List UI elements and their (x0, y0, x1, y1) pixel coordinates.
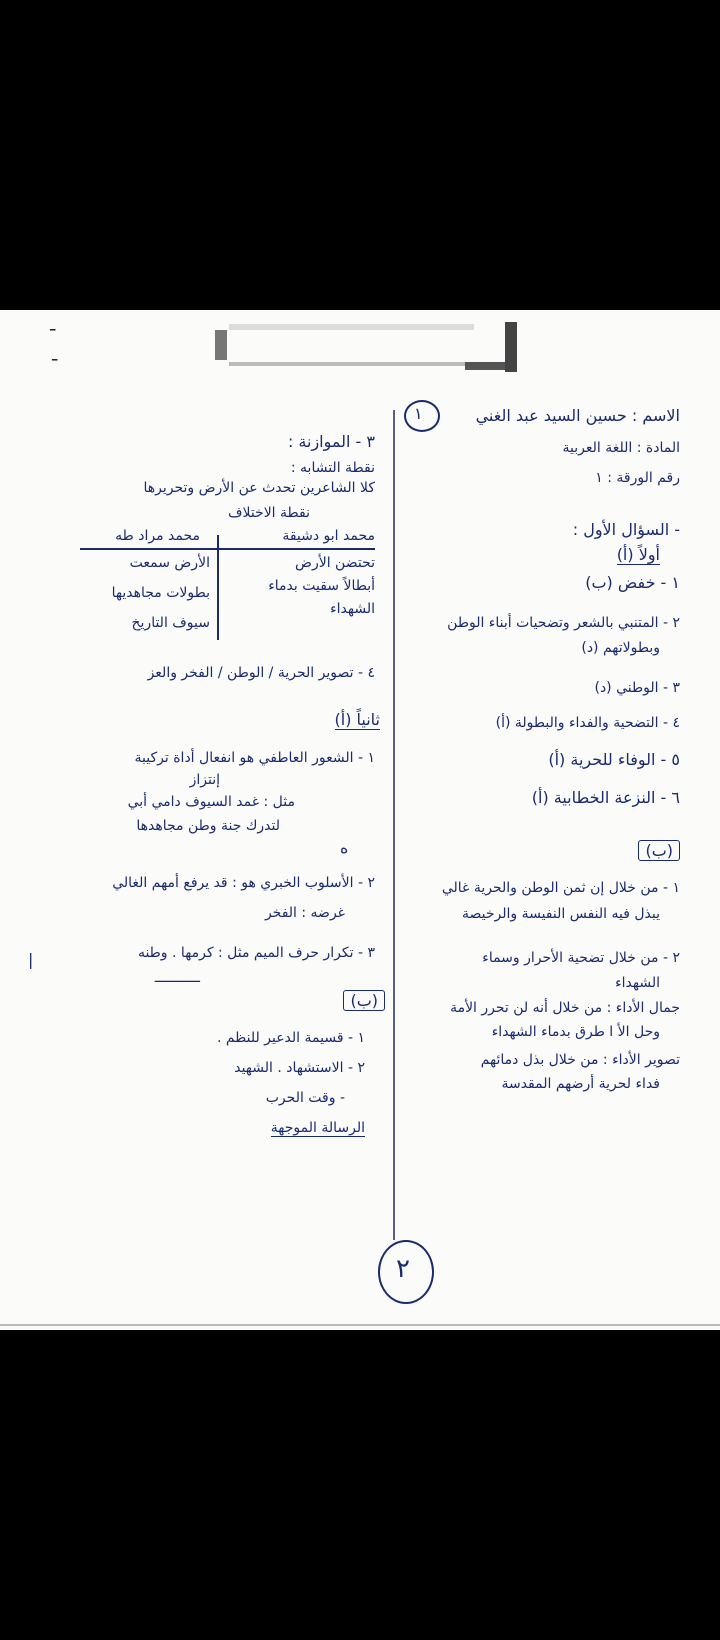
answer-6: ٦ - النزعة الخطابية (أ) (531, 788, 680, 807)
exam-paper (0, 310, 720, 1330)
table-col1-row3: الشهداء (330, 601, 375, 617)
question1-title: - السؤال الأول : (572, 520, 680, 539)
paper-bottom-edge (0, 1324, 720, 1326)
answer-3: ٣ - الوطني (د) (594, 680, 680, 696)
answer-1: ١ - خفض (ب) (585, 573, 680, 592)
side-tick: | (28, 950, 34, 969)
q4-text: ٤ - تصوير الحرية / الوطن / الفخر والعز (147, 665, 375, 681)
left-section-b-label: (ب) (343, 990, 385, 1011)
b-answer-4-cont: فداء لحرية أرضهم المقدسة (501, 1076, 660, 1092)
b-answer-3-cont: وحل الأ ا طرق بدماء الشهداء (491, 1024, 660, 1040)
b-answer-1-cont: يبذل فيه النفس النفيسة والرخيصة (461, 906, 660, 922)
table-col2-row1: الأرض سمعت (129, 555, 210, 571)
difference-label: نقطة الاختلاف (227, 505, 310, 521)
table-header-2: محمد مراد طه (115, 528, 200, 544)
q3-title: ٣ - الموازنة : (287, 432, 375, 451)
item-2: ٢ - الأسلوب الخبري هو : قد يرفع أمهم الغالي (112, 875, 375, 891)
table-col1-row1: تحتضن الأرض (295, 555, 375, 571)
page-number: ٢ (396, 1254, 410, 1284)
scan-mark-1: ╴ (50, 320, 61, 341)
thanian-item-1-word: إنتزاز (189, 772, 220, 788)
sheet-number: رقم الورقة : ١ (595, 470, 680, 486)
item-3: ٣ - تكرار حرف الميم مثل : كرمها . وطنه (137, 945, 375, 961)
student-name: الاسم : حسين السيد عبد الغني (475, 406, 680, 425)
answer-4: ٤ - التضحية والفداء والبطولة (أ) (495, 715, 680, 731)
answer-2-cont: وبطولاتهم (د) (581, 640, 660, 656)
ruler-artifact (215, 322, 540, 372)
left-b-item-1: ١ - قسيمة الدعير للنظم . (216, 1030, 365, 1046)
thanian-item-1-example: مثل : غمد السيوف دامي أبي (127, 794, 295, 810)
table-col1-row2: أبطالاً سقيت بدماء (268, 578, 375, 594)
similarity-text: كلا الشاعرين تحدث عن الأرض وتحريرها (143, 480, 375, 496)
b-answer-4: تصوير الأداء : من خلال بذل دمائهم (480, 1052, 680, 1068)
b-answer-2-cont: الشهداء (615, 975, 660, 991)
subject-line: المادة : اللغة العربية (562, 440, 680, 456)
table-col2-row3: سيوف التاريخ (131, 615, 210, 631)
item-2-sub: غرضه : الفخر (264, 905, 345, 921)
answer-2: ٢ - المتنبي بالشعر وتضحيات أبناء الوطن (447, 615, 680, 631)
left-b-item-4: الرسالة الموجهة (270, 1120, 365, 1136)
thanian-item-1: ١ - الشعور العاطفي هو انفعال أداة تركيبة (134, 750, 375, 766)
thanian-mark: ه (340, 838, 349, 857)
page-marker: ١ (414, 404, 423, 423)
thanian-item-1-example-cont: لتدرك جنة وطن مجاهدها (136, 818, 280, 834)
section-a-label: أولاً (أ) (616, 545, 660, 564)
left-b-item-2: ٢ - الاستشهاد . الشهيد (234, 1060, 365, 1076)
table-header-1: محمد ابو دشيقة (282, 528, 375, 544)
b-answer-1: ١ - من خلال إن ثمن الوطن والحرية غالي (441, 880, 680, 896)
table-column-rule (217, 535, 219, 640)
section-thanian: ثانياً (أ) (334, 710, 380, 729)
b-answer-3: جمال الأداء : من خلال أنه لن تحرر الأمة (450, 1000, 680, 1016)
similarity-label: نقطة التشابه : (290, 460, 375, 476)
item-3-sub: ـــــــــــ (154, 970, 200, 986)
section-b-label: (ب) (638, 840, 680, 861)
table-col2-row2: بطولات مجاهديها (111, 585, 210, 601)
table-rule (80, 548, 375, 550)
column-divider (393, 410, 395, 1240)
answer-5: ٥ - الوفاء للحرية (أ) (548, 750, 680, 769)
left-b-item-3: - وقت الحرب (265, 1090, 345, 1106)
scan-mark-2: ╴ (52, 350, 63, 371)
b-answer-2: ٢ - من خلال تضحية الأحرار وسماء (482, 950, 680, 966)
